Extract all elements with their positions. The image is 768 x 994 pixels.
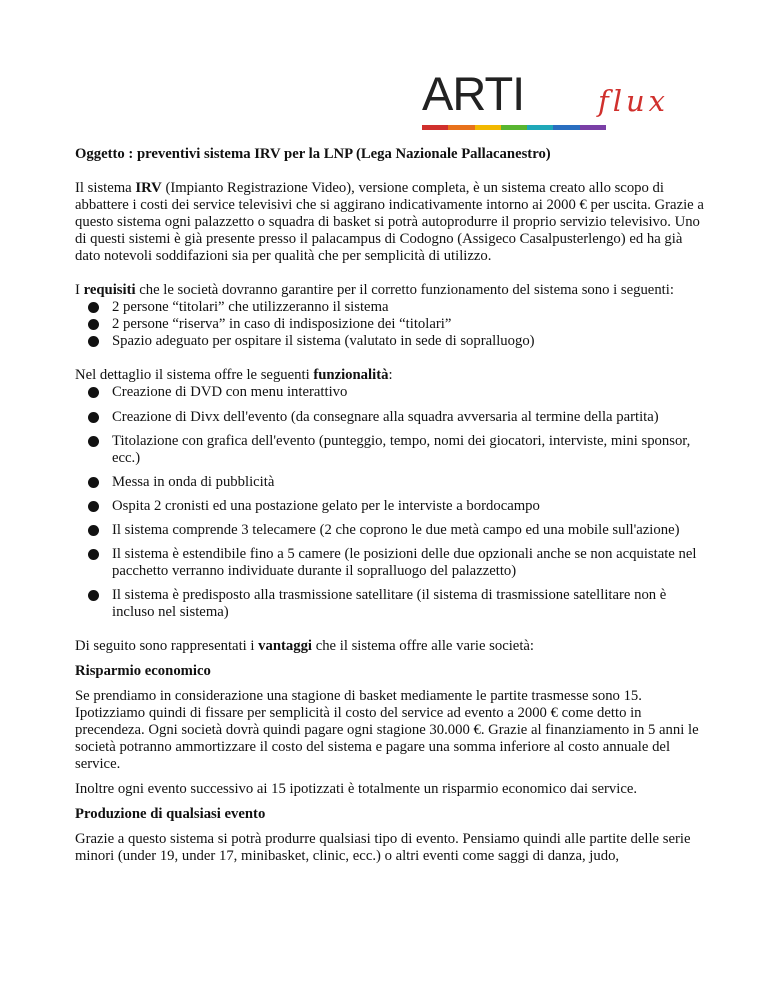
savings-paragraph: Se prendiamo in considerazione una stagione di basket mediamente le partite trasmesse sono 15. Ipotizziamo quindi di fissare per semplicità il costo del service ad evento a 2000 € come detto in precendeza. Ogni società dovrà quindi pagare ogni stagione 30.000 €. Grazie al finanziamento in 5 anni le società potranno ammortizzare il costo del sistema e pagare una somma inferiore al costo annuale del service. bbox=[75, 688, 699, 772]
features-intro: Nel dettaglio il sistema offre le seguenti funzionalità: bbox=[75, 367, 393, 383]
list-item: Messa in onda di pubblicità bbox=[75, 474, 705, 491]
logo-bar-segment bbox=[527, 125, 553, 130]
bullet-icon bbox=[88, 336, 99, 347]
bullet-icon bbox=[88, 549, 99, 560]
intro-paragraph: Il sistema IRV (Impianto Registrazione Video), versione completa, è un sistema creato allo scopo di abbattere i costi dei service televisivi che si aggirano indicativamente intorno ai 2000 € per uscita. Grazie a questo sistema ogni palazzetto o squadra di basket si potrà autoprodurre il proprio servizio televisivo. Uno di questi sistemi è già presente presso il palacampus di Codogno (Assigeco Casalpusterlengo) ed ha già dato notevoli soddifazioni sia per qualità che per semplicità di utilizzo. bbox=[75, 180, 704, 264]
bullet-icon bbox=[88, 319, 99, 330]
list-item: Il sistema è predisposto alla trasmissione satellitare (il sistema di trasmissione satellitare non è incluso nel sistema) bbox=[75, 587, 705, 621]
logo-wordmark: ARTI bbox=[422, 67, 525, 120]
logo-bar-segment bbox=[422, 125, 448, 130]
list-item: Il sistema è estendibile fino a 5 camere (le posizioni delle due opzionali anche se non acquistate nel pacchetto verranno individuate durante il sopralluogo del palazzetto) bbox=[75, 546, 705, 580]
subject-line: Oggetto : preventivi sistema IRV per la LNP (Lega Nazionale Pallacanestro) bbox=[75, 146, 551, 162]
document-body bbox=[75, 146, 705, 865]
logo-bar-segment bbox=[448, 125, 474, 130]
requirements-intro: I requisiti che le società dovranno garantire per il corretto funzionamento del sistema sono i seguenti: bbox=[75, 282, 674, 298]
features-list bbox=[75, 384, 705, 621]
list-item: Creazione di Divx dell'evento (da consegnare alla squadra avversaria al termine della partita) bbox=[75, 409, 705, 426]
savings-paragraph-2: Inoltre ogni evento successivo ai 15 ipotizzati è totalmente un risparmio economico dai service. bbox=[75, 781, 638, 797]
logo-bar-segment bbox=[580, 125, 606, 130]
bullet-icon bbox=[88, 501, 99, 512]
list-item: Ospita 2 cronisti ed una postazione gelato per le interviste a bordocampo bbox=[75, 498, 705, 515]
bullet-icon bbox=[88, 477, 99, 488]
logo-script: flux bbox=[598, 84, 670, 118]
logo-bar-segment bbox=[553, 125, 579, 130]
list-item: Creazione di DVD con menu interattivo bbox=[75, 384, 705, 401]
bullet-icon bbox=[88, 412, 99, 423]
bullet-icon bbox=[88, 436, 99, 447]
production-heading: Produzione di qualsiasi evento bbox=[75, 806, 266, 822]
advantages-intro: Di seguito sono rappresentati i vantaggi che il sistema offre alle varie società: bbox=[75, 638, 534, 654]
savings-heading: Risparmio economico bbox=[75, 663, 211, 679]
list-item: Il sistema comprende 3 telecamere (2 che coprono le due metà campo ed una mobile sull'azione) bbox=[75, 522, 705, 539]
bullet-icon bbox=[88, 525, 99, 536]
logo-bar-segment bbox=[501, 125, 527, 130]
artiflux-logo bbox=[422, 67, 692, 128]
production-paragraph: Grazie a questo sistema si potrà produrre qualsiasi tipo di evento. Pensiamo quindi alle partite delle serie minori (under 19, under 17, minibasket, clinic, ecc.) o altri eventi come saggi di danza, judo, bbox=[75, 831, 691, 864]
logo-bar-segment bbox=[475, 125, 501, 130]
requirements-list bbox=[75, 299, 705, 350]
bullet-icon bbox=[88, 590, 99, 601]
list-item: 2 persone “titolari” che utilizzeranno il sistema bbox=[75, 299, 705, 316]
logo-color-bar bbox=[422, 125, 606, 130]
list-item: 2 persone “riserva” in caso di indisposizione dei “titolari” bbox=[75, 316, 705, 333]
bullet-icon bbox=[88, 387, 99, 398]
list-item: Titolazione con grafica dell'evento (punteggio, tempo, nomi dei giocatori, interviste, mini sponsor, ecc.) bbox=[75, 433, 705, 467]
list-item: Spazio adeguato per ospitare il sistema (valutato in sede di sopralluogo) bbox=[75, 333, 705, 350]
bullet-icon bbox=[88, 302, 99, 313]
